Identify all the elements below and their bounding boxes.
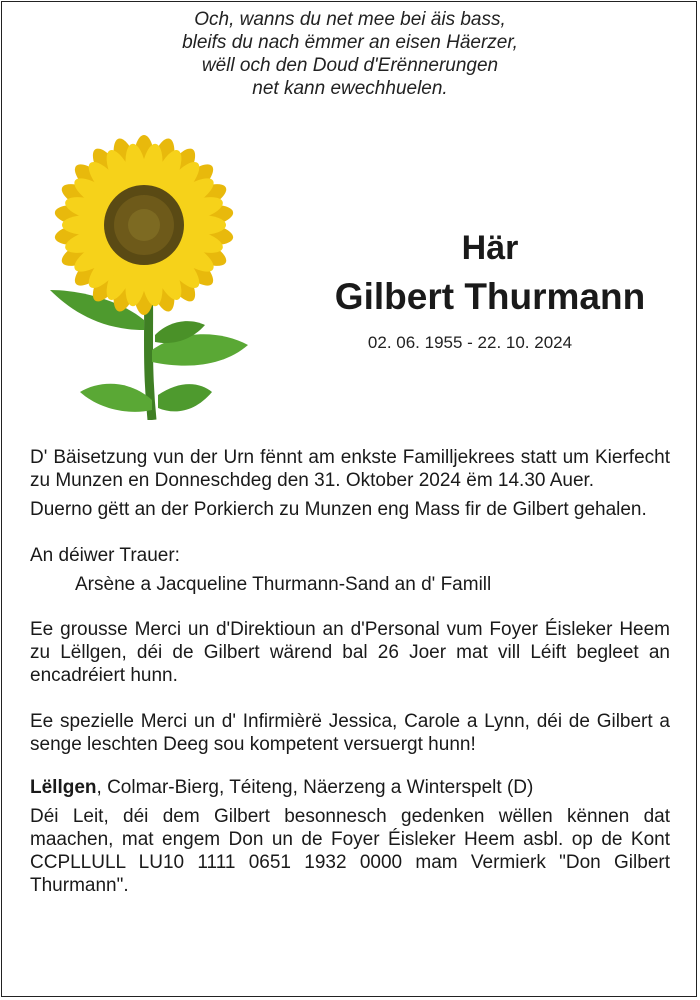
notice-body: [30, 446, 670, 897]
honorific: Här: [461, 229, 519, 267]
poem-line: bleifs du nach ëmmer an eisen Häerzer,: [182, 32, 518, 53]
place-bold: Lëllgen: [30, 777, 97, 798]
poem-line: Och, wanns du net mee bei äis bass,: [194, 9, 506, 30]
mass-info: Duerno gëtt an der Porkierch zu Munzen eng Mass fir de Gilbert gehalen.: [30, 499, 647, 520]
family-names: Arsène a Jacqueline Thurmann-Sand an d' Famill: [75, 574, 492, 595]
leaf-bottom-right: [158, 384, 212, 411]
poem-line: net kann ewechhuelen.: [252, 78, 448, 99]
deceased-name: Gilbert Thurmann: [334, 276, 646, 317]
deceased-header: [300, 228, 680, 320]
funeral-info: D' Bäisetzung vun der Urn fënnt am enkste Familljekrees statt um Kierfecht zu Munzen en Donneschdeg den 31. Oktober 2024 ëm 14.30 Auer.: [30, 447, 670, 491]
thanks-nurses: Ee spezielle Merci un d' Infirmièrë Jessica, Carole a Lynn, déi de Gilbert a senge leschten Deeg sou kompetent versuergt hunn!: [30, 711, 670, 755]
thanks-staff: Ee grousse Merci un d'Direktioun an d'Personal vum Foyer Éisleker Heem zu Lëllgen, déi de Gilbert wärend bal 26 Joer mat vill Léift begleet an encadréiert hunn.: [30, 619, 670, 686]
places-rest: , Colmar-Bierg, Téiteng, Näerzeng a Winterspelt (D): [96, 777, 534, 798]
sunflower-image: [40, 130, 260, 420]
poem-line: wëll och den Doud d'Erënnerungen: [201, 55, 499, 76]
places-line: [30, 776, 670, 799]
memorial-poem: [0, 8, 700, 100]
donation-info: Déi Leit, déi dem Gilbert besonnesch gedenken wëllen kënnen dat maachen, mat engem Don un de Foyer Éisleker Heem asbl. op de Kont CCPLLULL LU10 1111 0651 1932 0000 mam Vermierk "Don Gilbert Thurmann".: [30, 806, 670, 896]
mourning-intro: An déiwer Trauer:: [30, 545, 180, 566]
leaf-bottom: [80, 384, 152, 412]
life-dates: 02. 06. 1955 - 22. 10. 2024: [367, 333, 573, 352]
